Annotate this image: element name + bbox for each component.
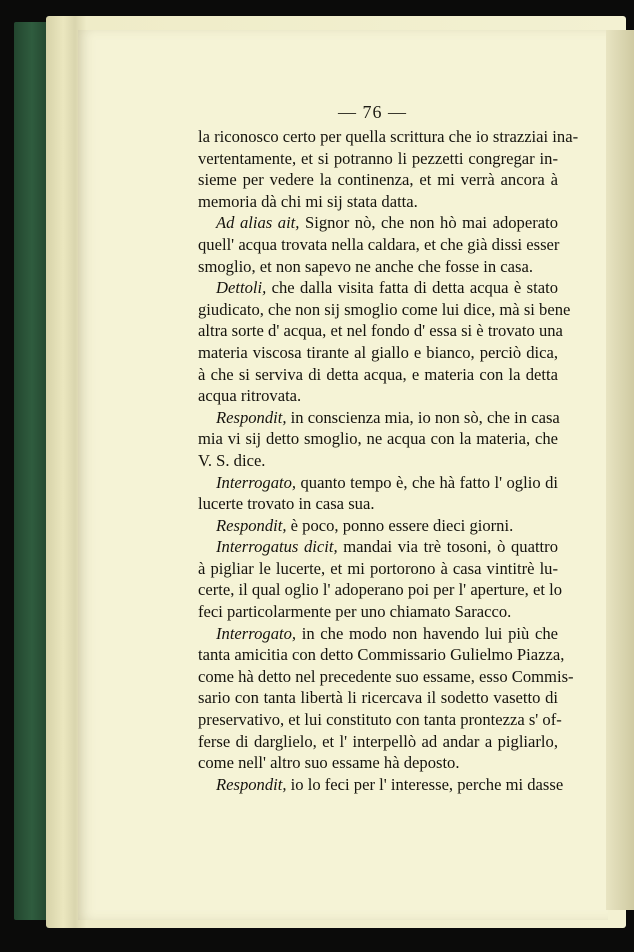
text-line xyxy=(198,364,558,386)
text-line xyxy=(198,169,558,191)
text-line xyxy=(198,320,563,342)
speaker-label: Respondit, xyxy=(216,515,287,535)
text-line xyxy=(198,774,564,796)
speaker-label: Ad alias ait, xyxy=(216,213,300,233)
line-text: in conscienza mia, io non sò, che in casa xyxy=(286,407,560,427)
line-text: io lo feci per l' interesse, perche mi dasse xyxy=(286,774,564,794)
text-line xyxy=(198,277,558,299)
line-text: mandai via trè tosoni, ò quattro xyxy=(337,537,558,557)
text-line xyxy=(198,299,571,321)
text-line xyxy=(198,579,562,601)
text-line xyxy=(198,450,558,472)
text-line xyxy=(198,428,558,450)
line-text: come nell' altro suo essame hà deposto. xyxy=(198,753,460,773)
line-text: smoglio, et non sapevo ne anche che fosse in casa. xyxy=(198,256,533,276)
text-line xyxy=(198,752,558,774)
line-text: che dalla visita fatta di detta acqua è stato xyxy=(266,278,558,298)
line-text: materia viscosa tirante al giallo e bianco, perciò dica, xyxy=(198,342,558,362)
text-line xyxy=(198,536,558,558)
line-text: preservativo, et lui constituto con tanta prontezza s' of- xyxy=(198,710,562,730)
text-line xyxy=(198,687,558,709)
text-line xyxy=(198,601,558,623)
line-text: è poco, ponno essere dieci giorni. xyxy=(286,515,514,535)
text-line xyxy=(198,731,558,753)
speaker-label: Interrogatus dicit, xyxy=(216,537,338,557)
text-line xyxy=(198,558,558,580)
text-line xyxy=(198,148,558,170)
line-text: in che modo non havendo lui più che xyxy=(296,623,558,643)
line-text: memoria dà chi mi sij stata datta. xyxy=(198,191,418,211)
line-text: ferse di darglielo, et l' interpellò ad andar a pigliarlo, xyxy=(198,731,558,751)
line-text: la riconosco certo per quella scrittura che io strazziai ina- xyxy=(198,127,579,146)
text-line xyxy=(198,234,558,256)
line-text: tanta amicitia con detto Commissario Gulielmo Piazza, xyxy=(198,645,565,665)
line-text: quanto tempo è, che hà fatto l' oglio di xyxy=(296,472,558,492)
line-text: giudicato, che non sij smoglio come lui dice, mà si bene xyxy=(198,299,571,319)
text-line xyxy=(198,212,558,234)
line-text: à che si serviva di detta acqua, e materia con la detta xyxy=(198,364,558,384)
facing-page-edge xyxy=(606,30,634,910)
text-line xyxy=(198,666,574,688)
text-line xyxy=(198,126,579,148)
line-text: acqua ritrovata. xyxy=(198,386,302,406)
text-line xyxy=(198,407,558,429)
line-text: certe, il qual oglio l' adoperano poi per l' aperture, et lo xyxy=(198,580,562,600)
text-line xyxy=(198,644,565,666)
text-line xyxy=(198,515,558,537)
line-text: sario con tanta libertà li ricercava il sodetto vasetto di xyxy=(198,688,558,708)
page-number: — 76 — xyxy=(338,102,407,122)
line-text: lucerte trovato in casa sua. xyxy=(198,494,375,514)
text-line xyxy=(198,385,558,407)
speaker-label: Interrogato, xyxy=(216,623,297,643)
line-text: mia vi sij detto smoglio, ne acqua con la materia, che xyxy=(198,429,558,449)
speaker-label: Respondit, xyxy=(216,407,287,427)
page-text xyxy=(198,126,579,795)
text-line xyxy=(198,493,558,515)
text-line xyxy=(198,709,562,731)
line-text: quell' acqua trovata nella caldara, et che già dissi esser xyxy=(198,234,560,254)
line-text: vertentamente, et si potranno li pezzetti congregar in- xyxy=(198,148,558,168)
text-line xyxy=(198,191,558,213)
text-line xyxy=(198,623,558,645)
text-line xyxy=(198,342,558,364)
line-text: feci particolarmente per uno chiamato Saracco. xyxy=(198,602,512,622)
speaker-label: Dettoli, xyxy=(216,278,267,298)
line-text: V. S. dice. xyxy=(198,450,266,470)
line-text: à pigliar le lucerte, et mi portorono à casa vintitrè lu- xyxy=(198,558,558,578)
line-text: come hà detto nel precedente suo essame, esso Commis- xyxy=(198,666,574,686)
text-line xyxy=(198,256,558,278)
speaker-label: Interrogato, xyxy=(216,472,297,492)
line-text: Signor nò, che non hò mai adoperato xyxy=(299,213,559,233)
line-text: altra sorte d' acqua, et nel fondo d' essa si è trovato una xyxy=(198,321,563,341)
line-text: sieme per vedere la continenza, et mi verrà ancora à xyxy=(198,170,558,190)
text-line xyxy=(198,472,558,494)
speaker-label: Respondit, xyxy=(216,774,287,794)
